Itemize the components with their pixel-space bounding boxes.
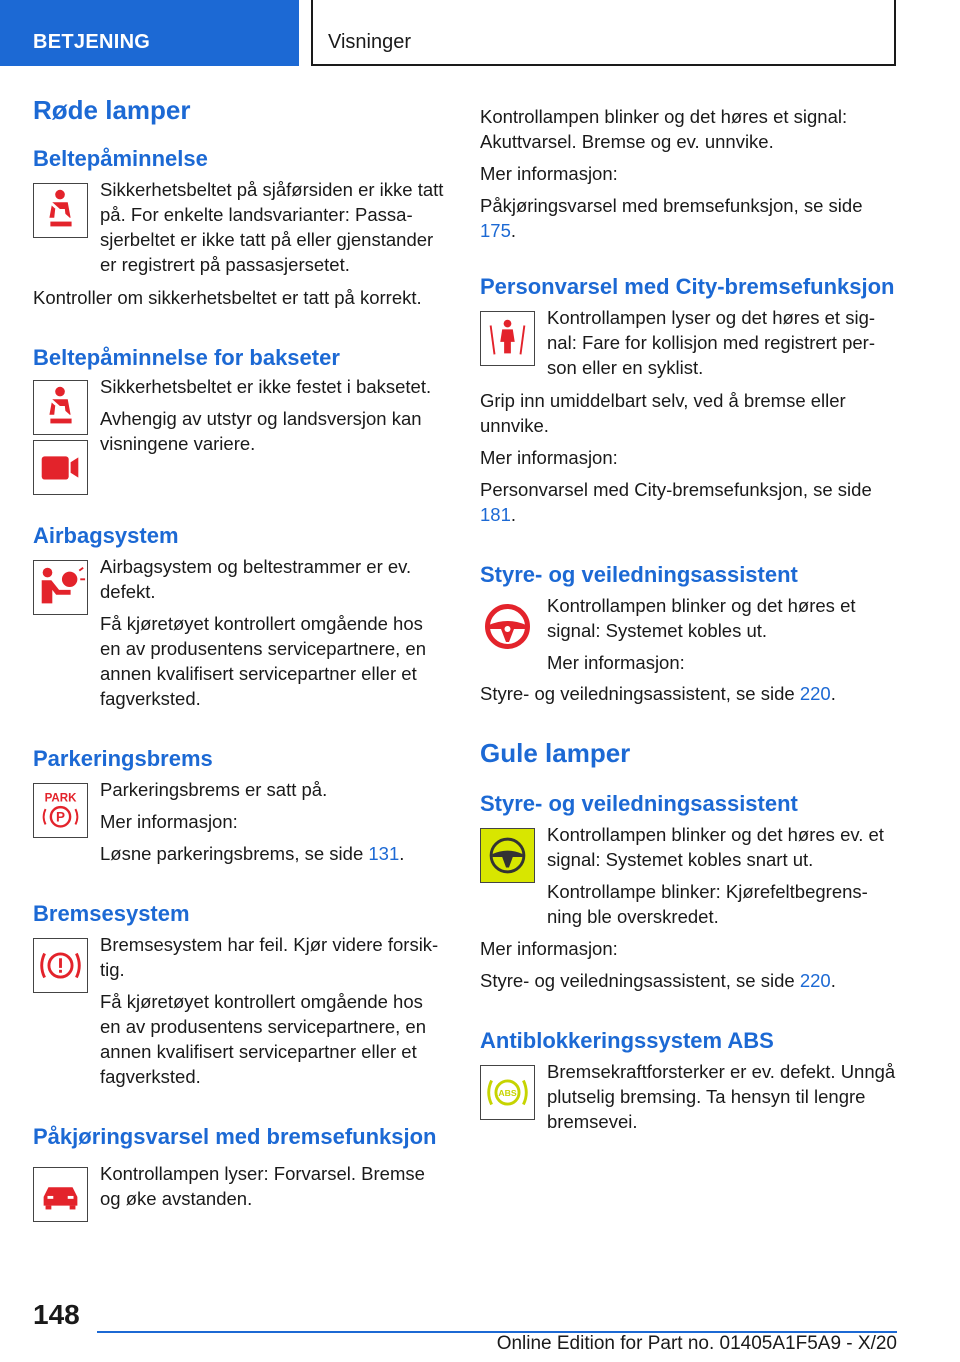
steering-yellow-text-4: Styre- og veiledningsassistent, se side 220. <box>480 970 836 991</box>
abs-icon <box>480 1065 535 1120</box>
pedestrian-text-2: Grip inn umiddelbart selv, ved å bremse eller unnvike. <box>480 390 846 436</box>
rear-seatbelt-heading: Beltepåminnelse for bakseter <box>33 345 340 370</box>
edition-note: Online Edition for Part no. 01405A1F5A9 - X/20 <box>496 1333 897 1354</box>
steering-yellow-text-3: Mer informasjon: <box>480 938 618 959</box>
steering-assist-lamp-red <box>480 593 900 675</box>
steering-red-text-1: Kontrollampen blinker og det høres et signal: Systemet kobles ut. <box>547 595 856 641</box>
section-label: BETJENING <box>33 31 151 53</box>
parking-text-1: Parkeringsbrems er satt på. <box>100 779 328 800</box>
pedestrian-warning-lamp <box>480 305 900 380</box>
collision-cont-3: Påkjøringsvarsel med bremsefunksjon, se side 175. <box>480 195 863 241</box>
steering-assist-lamp-yellow <box>480 822 900 929</box>
parking-brake-icon <box>33 783 88 838</box>
parking-brake-lamp <box>33 777 448 866</box>
collision-car-icon <box>33 1167 88 1222</box>
yellow-lamps-title: Gule lamper <box>480 738 631 768</box>
steering-yellow-text-1: Kontrollampen blinker og det høres ev. et signal: Systemet kobles snart ut. <box>547 824 884 870</box>
brake-warning-icon <box>33 938 88 993</box>
chapter-tab <box>311 0 896 66</box>
brake-text-2: Få kjøretøyet kontrollert omgående hos en av produsentens servicepartnere, en annen kvalifisert servicepartner eller et fagverksted. <box>100 991 427 1087</box>
airbag-text-1: Airbagsystem og beltestrammer er ev. defekt. <box>100 556 412 602</box>
pedestrian-icon <box>480 311 535 366</box>
red-lamps-title: Røde lamper <box>33 95 191 125</box>
seatbelt-heading: Beltepåminnelse <box>33 146 208 171</box>
airbag-lamp <box>33 554 448 711</box>
steering-red-text-2: Mer informasjon: <box>547 652 685 673</box>
page-number: 148 <box>33 1299 80 1330</box>
brake-text-1: Bremsesystem har feil. Kjør videre forsik-tig. <box>100 934 439 980</box>
right-column <box>480 104 900 1134</box>
abs-icon-text: ABS <box>498 1087 517 1098</box>
rear-seatbelt-lamp <box>33 374 448 494</box>
steering-yellow-text-2: Kontrollampe blinker: Kjørefeltbegrens-ning ble overskredet. <box>547 881 868 927</box>
seatbelt-rear-icon <box>33 380 88 435</box>
parking-brake-heading: Parkeringsbrems <box>33 746 213 771</box>
collision-text-1: Kontrollampen lyser: Forvarsel. Bremse og øke avstanden. <box>100 1163 425 1209</box>
parking-text-3: Løsne parkeringsbrems, se side 131. <box>100 843 405 864</box>
pedestrian-text-1: Kontrollampen lyser og det høres et sig-nal: Fare for kollisjon med registrert per-son eller en syklist. <box>547 307 876 378</box>
seatbelt-warning-icon <box>33 183 88 238</box>
svg-text:P: P <box>56 809 65 825</box>
rear-seatbelt-text-1: Sikkerhetsbeltet er ikke festet i baksetet. <box>100 376 432 397</box>
left-column <box>33 95 448 1221</box>
abs-lamp <box>480 1059 900 1134</box>
collision-cont-1: Kontrollampen blinker og det høres et signal: Akuttvarsel. Bremse og ev. unnvike. <box>480 106 848 152</box>
rear-seat-status-icon <box>33 440 88 495</box>
section-tab <box>0 0 299 66</box>
page-link-220-b[interactable]: 220 <box>799 970 831 991</box>
steering-assist-heading-yellow: Styre- og veiledningsassistent <box>480 791 798 816</box>
collision-cont-2: Mer informasjon: <box>480 163 618 184</box>
airbag-text-2: Få kjøretøyet kontrollert omgående hos en av produsentens servicepartnere, en annen kvalifisert servicepartner eller et fagverksted. <box>100 613 427 709</box>
page-link-175[interactable]: 175 <box>480 220 511 241</box>
steering-assist-heading-red: Styre- og veiledningsassistent <box>480 562 798 587</box>
collision-warning-lamp <box>33 1161 448 1221</box>
seatbelt-lamp <box>33 177 448 277</box>
brake-system-lamp <box>33 932 448 1089</box>
steering-wheel-red-icon <box>480 599 535 654</box>
chapter-label: Visninger <box>328 31 412 53</box>
pedestrian-text-4: Personvarsel med City-bremsefunksjon, se side 181. <box>480 479 872 525</box>
collision-warning-heading: Påkjøringsvarsel med bremsefunksjon <box>33 1124 437 1149</box>
pedestrian-warning-heading: Personvarsel med City-bremsefunksjon <box>480 274 895 299</box>
seatbelt-text-1: Sikkerhetsbeltet på sjåførsiden er ikke tatt på. For enkelte landsvarianter: Passa-sjerbeltet er ikke tatt på eller gjenstander er registrert på passasjersetet. <box>100 179 444 275</box>
page-link-220-a[interactable]: 220 <box>799 683 831 704</box>
airbag-icon <box>33 560 88 615</box>
page-link-181[interactable]: 181 <box>480 504 511 525</box>
brake-system-heading: Bremsesystem <box>33 901 190 926</box>
steering-wheel-yellow-icon <box>480 828 535 883</box>
airbag-heading: Airbagsystem <box>33 523 179 548</box>
park-icon-text: PARK <box>44 792 77 805</box>
parking-text-2: Mer informasjon: <box>100 811 238 832</box>
seatbelt-text-2: Kontroller om sikkerhetsbeltet er tatt på korrekt. <box>33 287 422 308</box>
abs-heading: Antiblokkeringssystem ABS <box>480 1028 774 1053</box>
pedestrian-text-3: Mer informasjon: <box>480 447 618 468</box>
rear-seatbelt-text-2: Avhengig av utstyr og landsversjon kan visningene variere. <box>100 408 422 454</box>
steering-red-text-3: Styre- og veiledningsassistent, se side 220. <box>480 683 836 704</box>
abs-text-1: Bremsekraftforsterker er ev. defekt. Unngå plutselig bremsing. Ta hensyn til lengre bremsevei. <box>547 1061 896 1132</box>
page-link-131[interactable]: 131 <box>368 843 400 864</box>
